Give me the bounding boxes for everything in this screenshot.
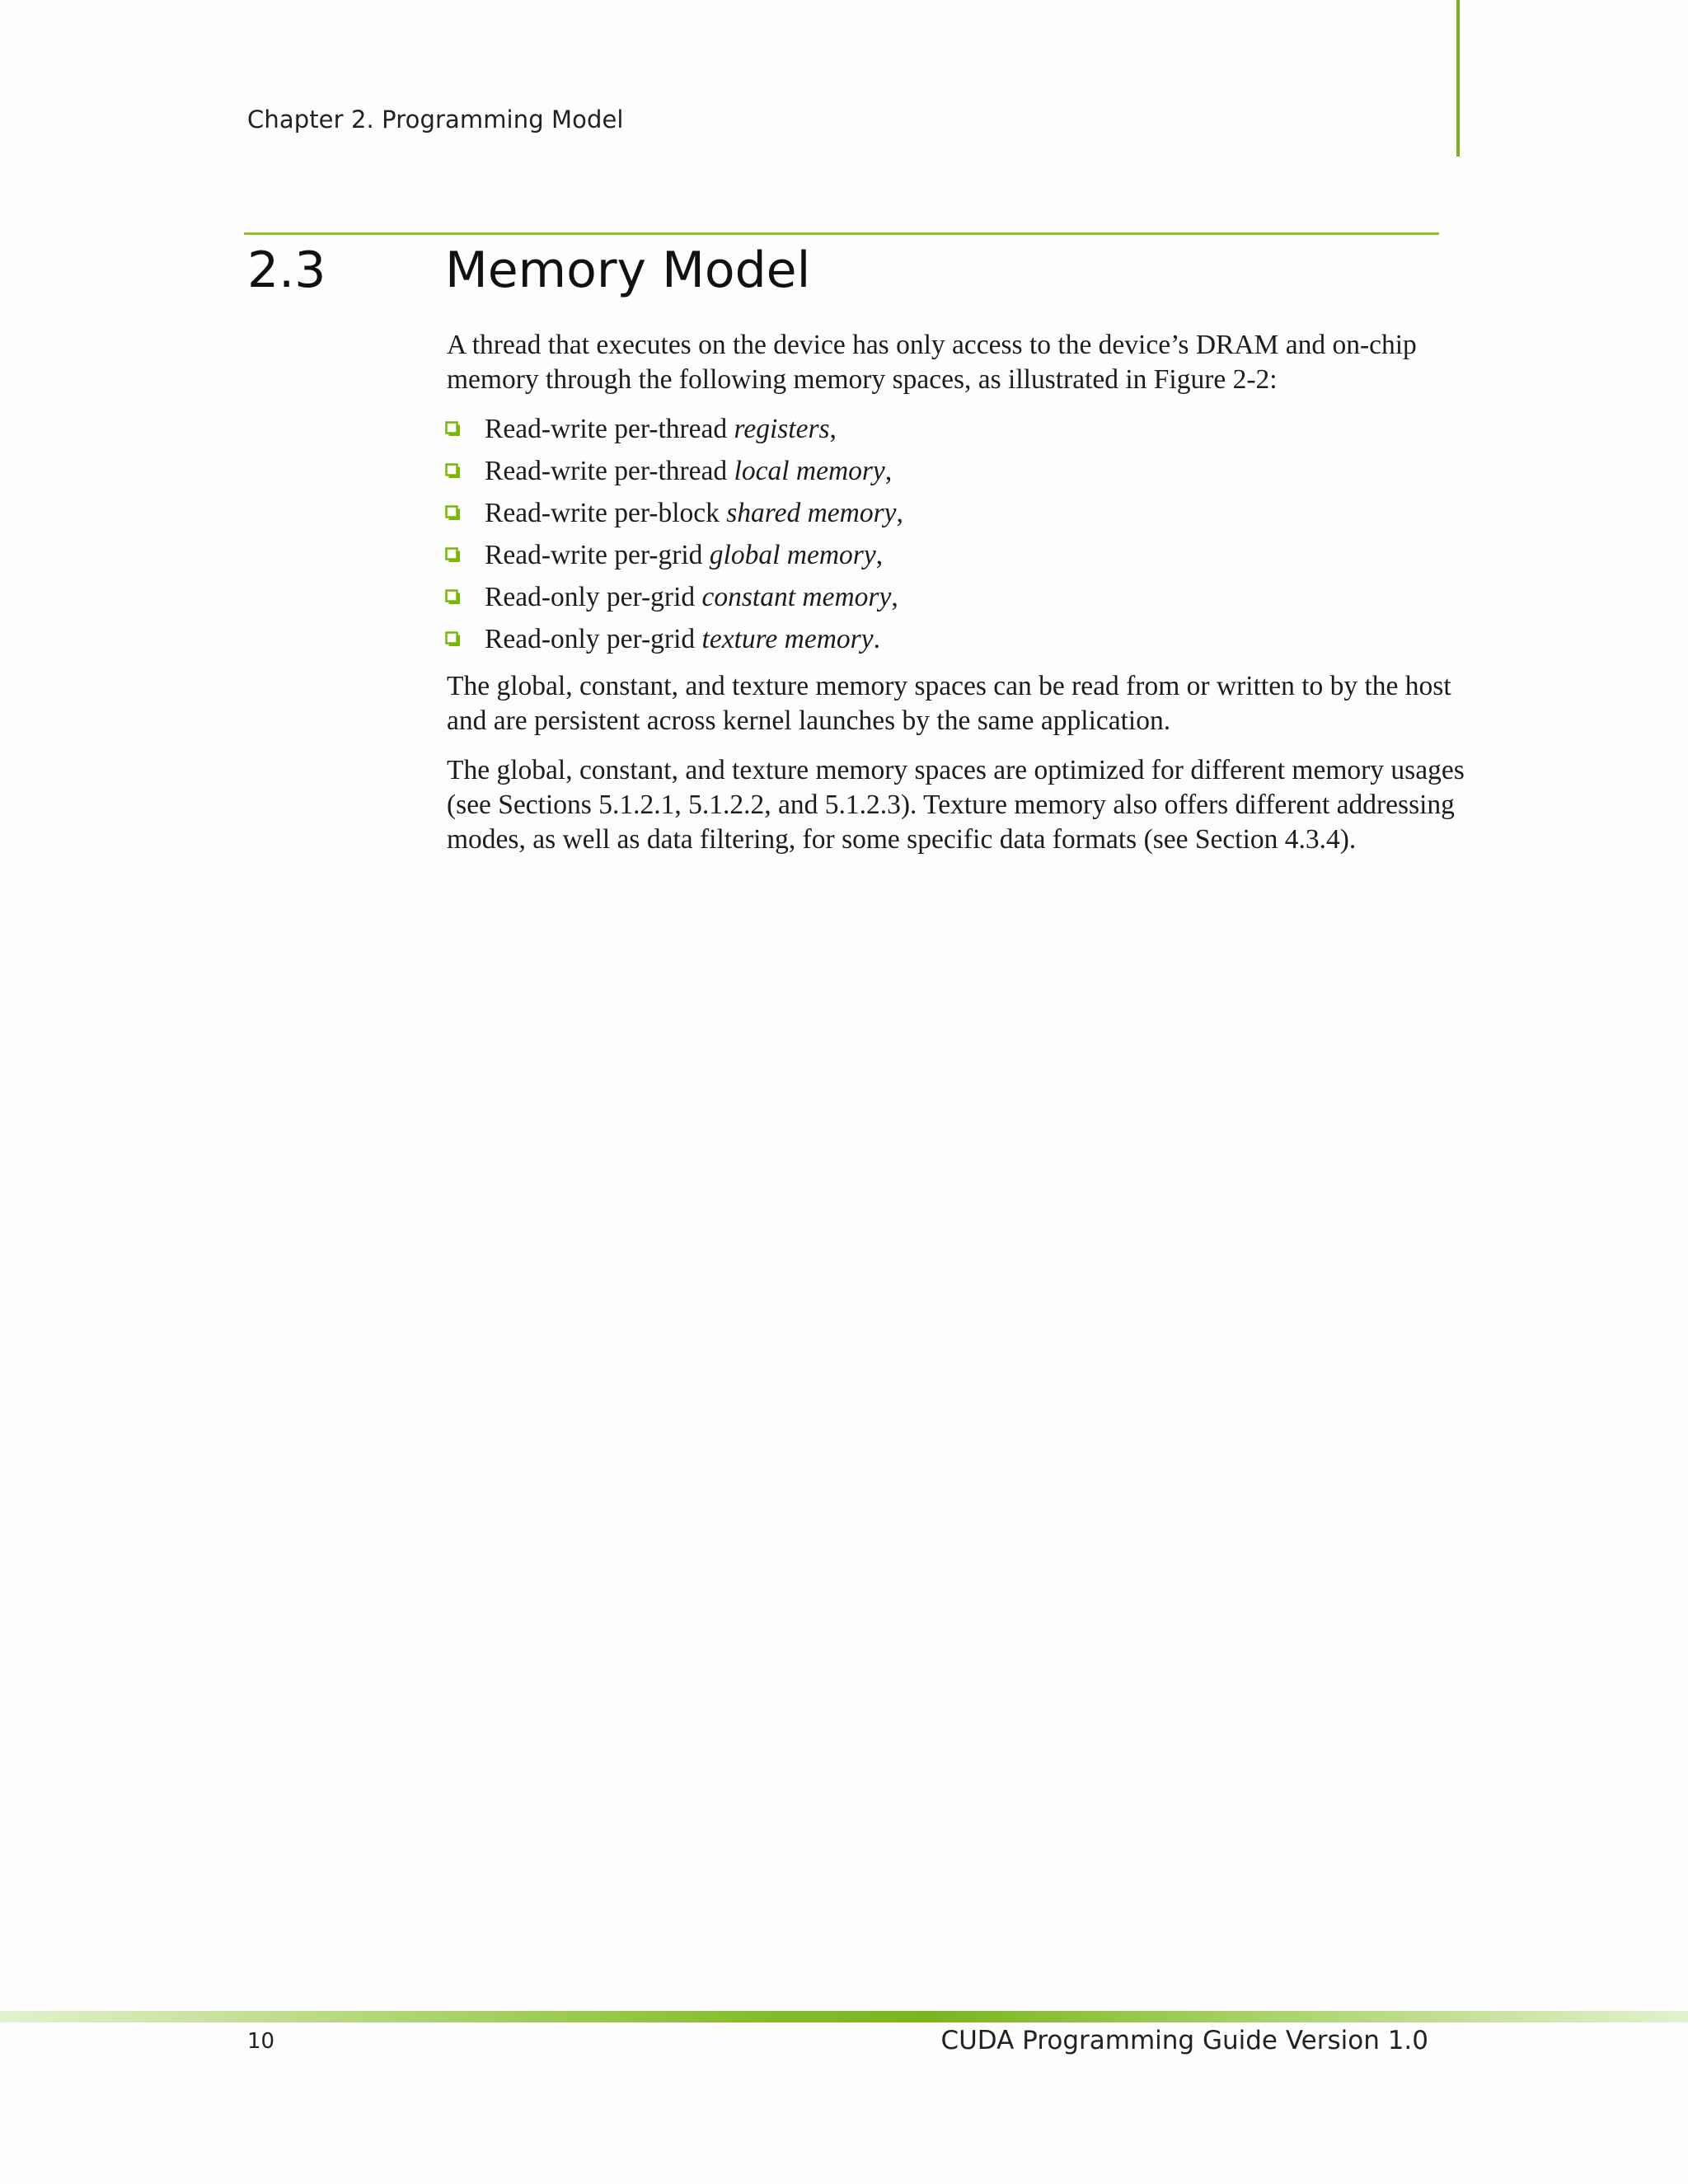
section-number: 2.3 [247, 241, 326, 299]
list-item-suffix: , [829, 414, 837, 444]
square-checkbox-icon [445, 589, 461, 605]
square-checkbox-icon [445, 631, 461, 647]
list-item-suffix: , [891, 582, 898, 612]
list-item-term: texture memory [701, 624, 874, 654]
section-title: Memory Model [445, 241, 811, 299]
square-checkbox-icon [445, 505, 461, 521]
section-rule [244, 232, 1439, 235]
paragraph-optimization: The global, constant, and texture memory spaces are optimized for different memory usages (see Sections 5.1.2.1, 5.1.2.2, and 5.1.2.3). Texture memory also offers different addressing modes, as well as data filtering, for some specific data formats (see Section 4.3.4). [447, 755, 1465, 855]
list-item [445, 412, 1469, 454]
square-checkbox-icon [445, 463, 461, 479]
list-item [445, 454, 1469, 496]
list-item-suffix: , [896, 498, 903, 528]
list-item-prefix: Read-only per-grid [485, 624, 702, 654]
list-item-term: registers [734, 414, 830, 444]
paragraph-persistence: The global, constant, and texture memory spaces can be read from or written to by the host and are persistent across kernel launches by the same application. [447, 671, 1451, 736]
list-item-prefix: Read-write per-grid [485, 540, 710, 570]
running-head: Chapter 2. Programming Model [247, 105, 624, 134]
list-item [445, 580, 1469, 622]
footer-document-title: CUDA Programming Guide Version 1.0 [940, 2026, 1428, 2055]
list-item-term: shared memory [726, 498, 897, 528]
list-item [445, 496, 1469, 538]
header-accent-rule [1456, 0, 1460, 157]
footer-gradient-bar [0, 2011, 1688, 2022]
list-item-term: local memory [734, 456, 885, 486]
square-checkbox-icon [445, 421, 461, 437]
memory-space-list [447, 412, 1469, 664]
list-item-prefix: Read-only per-grid [485, 582, 702, 612]
list-item-prefix: Read-write per-thread [485, 456, 734, 486]
list-item-suffix: . [873, 624, 880, 654]
list-item-term: global memory [709, 540, 876, 570]
list-item-prefix: Read-write per-block [485, 498, 727, 528]
page-number: 10 [247, 2029, 275, 2054]
list-item-prefix: Read-write per-thread [485, 414, 734, 444]
body-text [447, 328, 1469, 872]
list-item-suffix: , [884, 456, 893, 486]
list-item-term: constant memory [701, 582, 892, 612]
list-item-suffix: , [875, 540, 884, 570]
list-item [445, 622, 1469, 664]
square-checkbox-icon [445, 547, 461, 563]
list-item [445, 538, 1469, 580]
intro-paragraph: A thread that executes on the device has only access to the device’s DRAM and on-chip memory through the following memory spaces, as illustrated in Figure 2-2: [447, 330, 1417, 395]
